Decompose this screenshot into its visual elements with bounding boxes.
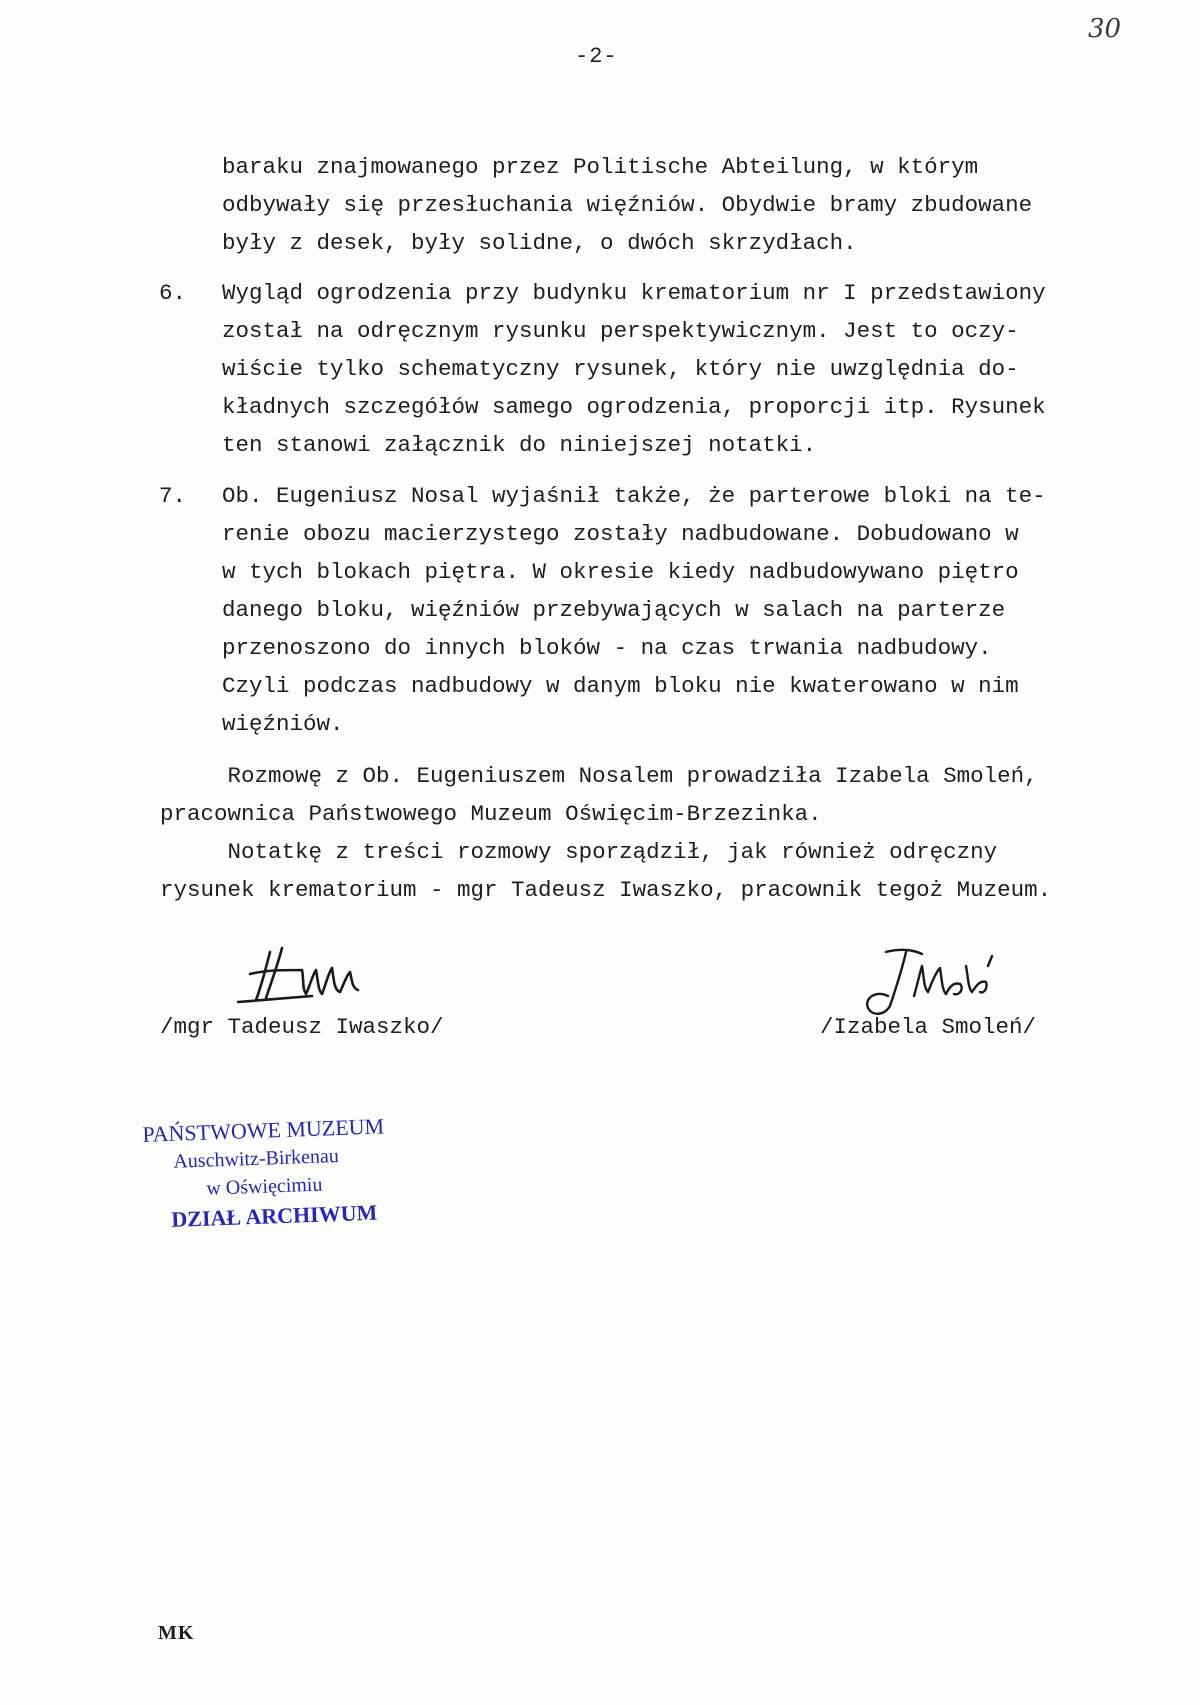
stamp-line: w Oświęcimiu [205, 1173, 323, 1200]
text-line: ten stanowi załącznik do niniejszej notatki. [222, 432, 817, 458]
folio-number: 30 [1088, 14, 1122, 44]
stamp-line: Auschwitz-Birkenau [173, 1145, 340, 1173]
text-line: Notatkę z treści rozmowy sporządził, jak również odręczny [160, 839, 998, 865]
text-line: baraku znajmowanego przez Politische Abteilung, w którym [222, 154, 979, 180]
signature-name-left: /mgr Tadeusz Iwaszko/ [160, 1014, 444, 1040]
page-number: -2- [575, 44, 618, 69]
text-line: odbywały się przesłuchania więźniów. Obydwie bramy zbudowane [222, 192, 1033, 218]
text-line: wiście tylko schematyczny rysunek, który nie uwzględnia do- [222, 356, 1019, 382]
typist-initials: MK [158, 1622, 195, 1644]
stamp-line: PAŃSTWOWE MUZEUM [141, 1113, 385, 1147]
text-line: w tych blokach piętra. W okresie kiedy nadbudowywano piętro [222, 559, 1019, 585]
text-line: kładnych szczegółów samego ogrodzenia, proporcji itp. Rysunek [222, 394, 1046, 420]
text-line: rysunek krematorium - mgr Tadeusz Iwaszko, pracownik tegoż Muzeum. [160, 877, 1052, 903]
text-line: Rozmowę z Ob. Eugeniuszem Nosalem prowadziła Izabela Smoleń, [160, 763, 1038, 789]
item-number: 6. [159, 280, 187, 306]
text-line: Wygląd ogrodzenia przy budynku krematorium nr I przedstawiony [222, 280, 1046, 306]
signature-smolen [856, 942, 1006, 1022]
text-line: były z desek, były solidne, o dwóch skrzydłach. [222, 230, 857, 256]
archive-stamp [138, 1112, 428, 1232]
text-line: danego bloku, więźniów przebywających w salach na parterze [222, 597, 1006, 623]
text-line: Ob. Eugeniusz Nosal wyjaśnił także, że parterowe bloki na te- [222, 483, 1046, 509]
stamp-line: DZIAŁ ARCHIWUM [170, 1199, 378, 1232]
text-line: renie obozu macierzystego zostały nadbudowane. Dobudowano w [222, 521, 1019, 547]
item-number: 7. [159, 483, 187, 509]
signature-iwaszko [232, 940, 382, 1008]
text-line: więźniów. [222, 711, 344, 737]
text-line: przenoszono do innych bloków - na czas trwania nadbudowy. [222, 635, 992, 661]
signature-name-right: /Izabela Smoleń/ [820, 1014, 1037, 1040]
text-line: został na odręcznym rysunku perspektywicznym. Jest to oczy- [222, 318, 1019, 344]
text-line: pracownica Państwowego Muzeum Oświęcim-Brzezinka. [160, 801, 822, 827]
text-line: Czyli podczas nadbudowy w danym bloku nie kwaterowano w nim [222, 673, 1019, 699]
